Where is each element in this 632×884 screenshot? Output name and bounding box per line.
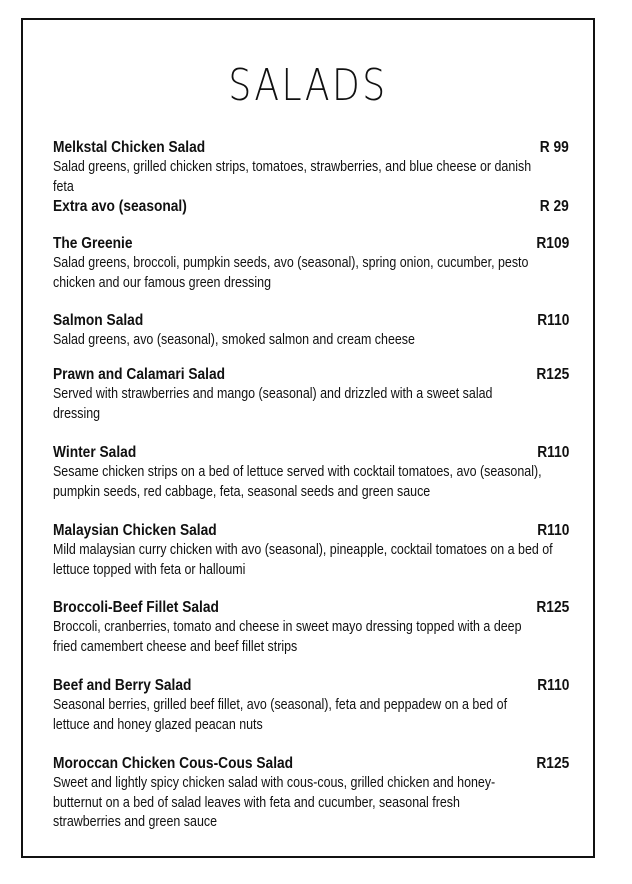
item-name: Salmon Salad (53, 312, 144, 329)
extra-price: R 29 (539, 198, 569, 215)
item-name: Moroccan Chicken Cous-Cous Salad (53, 755, 294, 772)
item-description: Seasonal berries, grilled beef fillet, avo (seasonal), feta and peppadew on a bed of lettuce and honey glazed peacan nuts (53, 696, 508, 733)
item-description: Broccoli, cranberries, tomato and cheese in sweet mayo dressing topped with a deep fried camembert cheese and beef fillet strips (53, 618, 522, 655)
item-name: Broccoli-Beef Fillet Salad (53, 599, 219, 616)
menu-item (53, 676, 569, 734)
item-description: Sweet and lightly spicy chicken salad with cous-cous, grilled chicken and honey-butternut on a bed of salad leaves with feta and cucumber, seasonal fresh strawberries and green sauce (53, 774, 496, 830)
item-description: Mild malaysian curry chicken with avo (seasonal), pineapple, cocktail tomatoes on a bed of lettuce topped with feta or halloumi (53, 541, 553, 578)
item-name: Beef and Berry Salad (53, 677, 192, 694)
item-price: R125 (536, 755, 569, 772)
menu-item (53, 365, 569, 423)
item-name: Prawn and Calamari Salad (53, 366, 226, 383)
menu-item (53, 234, 569, 292)
menu-item (53, 521, 569, 579)
item-description: Salad greens, avo (seasonal), smoked salmon and cream cheese (53, 331, 415, 348)
item-name: Malaysian Chicken Salad (53, 522, 217, 539)
item-name: Winter Salad (53, 444, 137, 461)
menu-frame (21, 18, 595, 858)
item-price: R109 (536, 235, 569, 252)
item-description: Served with strawberries and mango (seasonal) and drizzled with a sweet salad dressing (53, 385, 493, 422)
item-description: Sesame chicken strips on a bed of lettuce served with cocktail tomatoes, avo (seasonal), pumpkin seeds, red cabbage, feta, seasonal seeds and green sauce (53, 463, 542, 500)
item-price: R110 (536, 677, 569, 694)
item-price: R110 (536, 522, 569, 539)
menu-item (53, 311, 569, 350)
item-price: R110 (536, 312, 569, 329)
menu-item (53, 754, 569, 832)
item-description: Salad greens, broccoli, pumpkin seeds, avo (seasonal), spring onion, cucumber, pesto chicken and our famous green dressing (53, 254, 529, 291)
menu-item (53, 598, 569, 656)
item-description: Salad greens, grilled chicken strips, tomatoes, strawberries, and blue cheese or danish feta (53, 158, 532, 195)
menu-item (53, 138, 569, 216)
extra-name: Extra avo (seasonal) (53, 198, 187, 215)
item-price: R110 (536, 444, 569, 461)
item-name: The Greenie (53, 235, 133, 252)
item-name: Melkstal Chicken Salad (53, 139, 206, 156)
item-price: R125 (536, 599, 569, 616)
item-price: R125 (536, 366, 569, 383)
item-price: R 99 (539, 139, 569, 156)
menu-item (53, 443, 569, 501)
page-title: SALADS (228, 60, 388, 111)
